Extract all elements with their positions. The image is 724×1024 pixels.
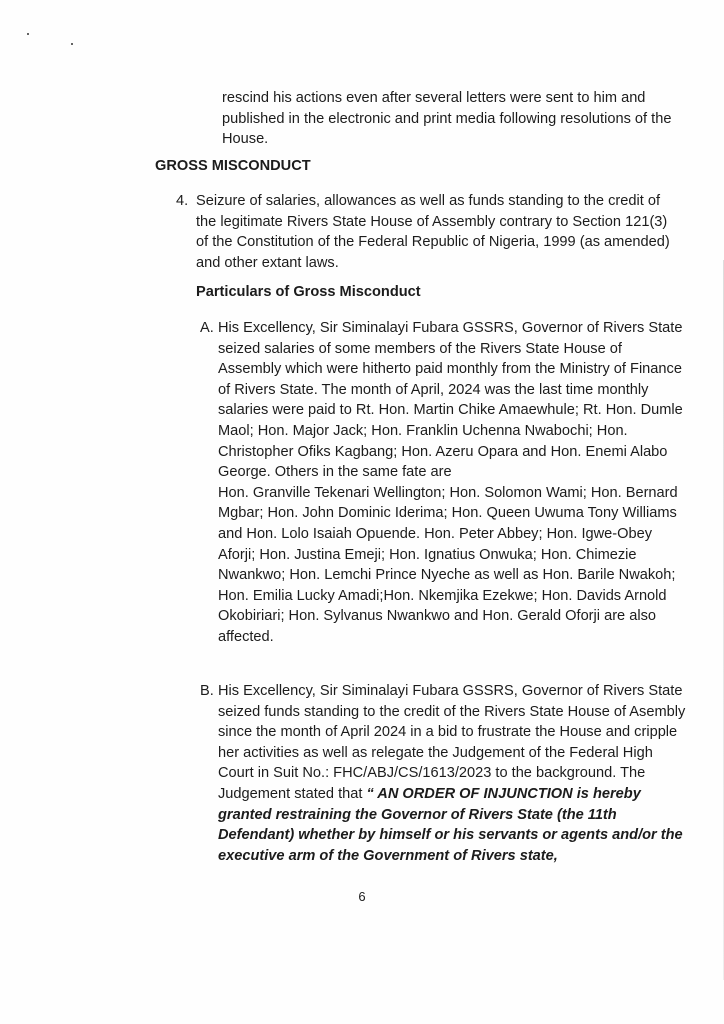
scan-speck bbox=[71, 43, 73, 45]
section-heading: GROSS MISCONDUCT bbox=[155, 158, 311, 174]
page-number: 6 bbox=[358, 889, 366, 904]
item-a-number: A. bbox=[200, 320, 214, 336]
item-a-text bbox=[218, 318, 688, 648]
item-b-quote: “ AN ORDER OF INJUNCTION is hereby granted restraining the Governor of Rivers State (the 11th Defendant) whether by himself or his servants or agents and/or the executive arm of the Government of Rivers state, bbox=[218, 785, 683, 864]
particulars-heading: Particulars of Gross Misconduct bbox=[196, 284, 421, 300]
intro-paragraph: rescind his actions even after several letters were sent to him and published in the electronic and print media following resolutions of the House. bbox=[222, 90, 672, 148]
item-a-part2: Hon. Granville Tekenari Wellington; Hon. Solomon Wami; Hon. Bernard Mgbar; Hon. John Dominic Iderima; Hon. Queen Uwuma Tony Williams and Hon. Lolo Isaiah Opuende. Hon. Peter Abbey; Hon. Igwe-Obey Aforji; Hon. Justina Emeji; Hon. Ignatius Onwuka; Hon. Chimezie Nwankwo; Hon. Lemchi Prince Nyeche as well as Hon. Barile Nwakoh; Hon. Emilia Lucky Amadi;Hon. Nkemjika Ezekwe; Hon. Davids Arnold Okobiriari; Hon. Sylvanus Nwankwo and Hon. Gerald Oforji are also affected. bbox=[218, 484, 678, 645]
item-b-text bbox=[218, 681, 688, 866]
item-b-body: His Excellency, Sir Siminalayi Fubara GSSRS, Governor of Rivers State seized funds standing to the credit of the Rivers State House of Asembly since the month of April 2024 in a bid to frustrate the House and cripple her activities as well as relegate the Judgement of the Federal High Court in Suit No.: FHC/ABJ/CS/1613/2023 to the background. The Judgement stated that bbox=[218, 683, 686, 802]
scan-speck bbox=[27, 33, 29, 35]
item-4-number: 4. bbox=[176, 193, 189, 209]
item-4-text: Seizure of salaries, allowances as well as funds standing to the credit of the legitimate Rivers State House of Assembly contrary to Section 121(3) of the Constitution of the Federal Republic of Nigeria, 1999 (as amended) and other extant laws. bbox=[196, 193, 670, 271]
item-a-part1: His Excellency, Sir Siminalayi Fubara GSSRS, Governor of Rivers State seized salaries of some members of the Rivers State House of Assembly which were hitherto paid monthly from the Ministry of Finance of Rivers State. The month of April, 2024 was the last time monthly salaries were paid to Rt. Hon. Martin Chike Amaewhule; Rt. Hon. Dumle Maol; Hon. Major Jack; Hon. Franklin Uchenna Nwabochi; Hon. Christopher Ofiks Kagbang; Hon. Azeru Opara and Hon. Enemi Alabo George. Others in the same fate are bbox=[218, 320, 683, 481]
item-b-number: B. bbox=[200, 683, 214, 699]
